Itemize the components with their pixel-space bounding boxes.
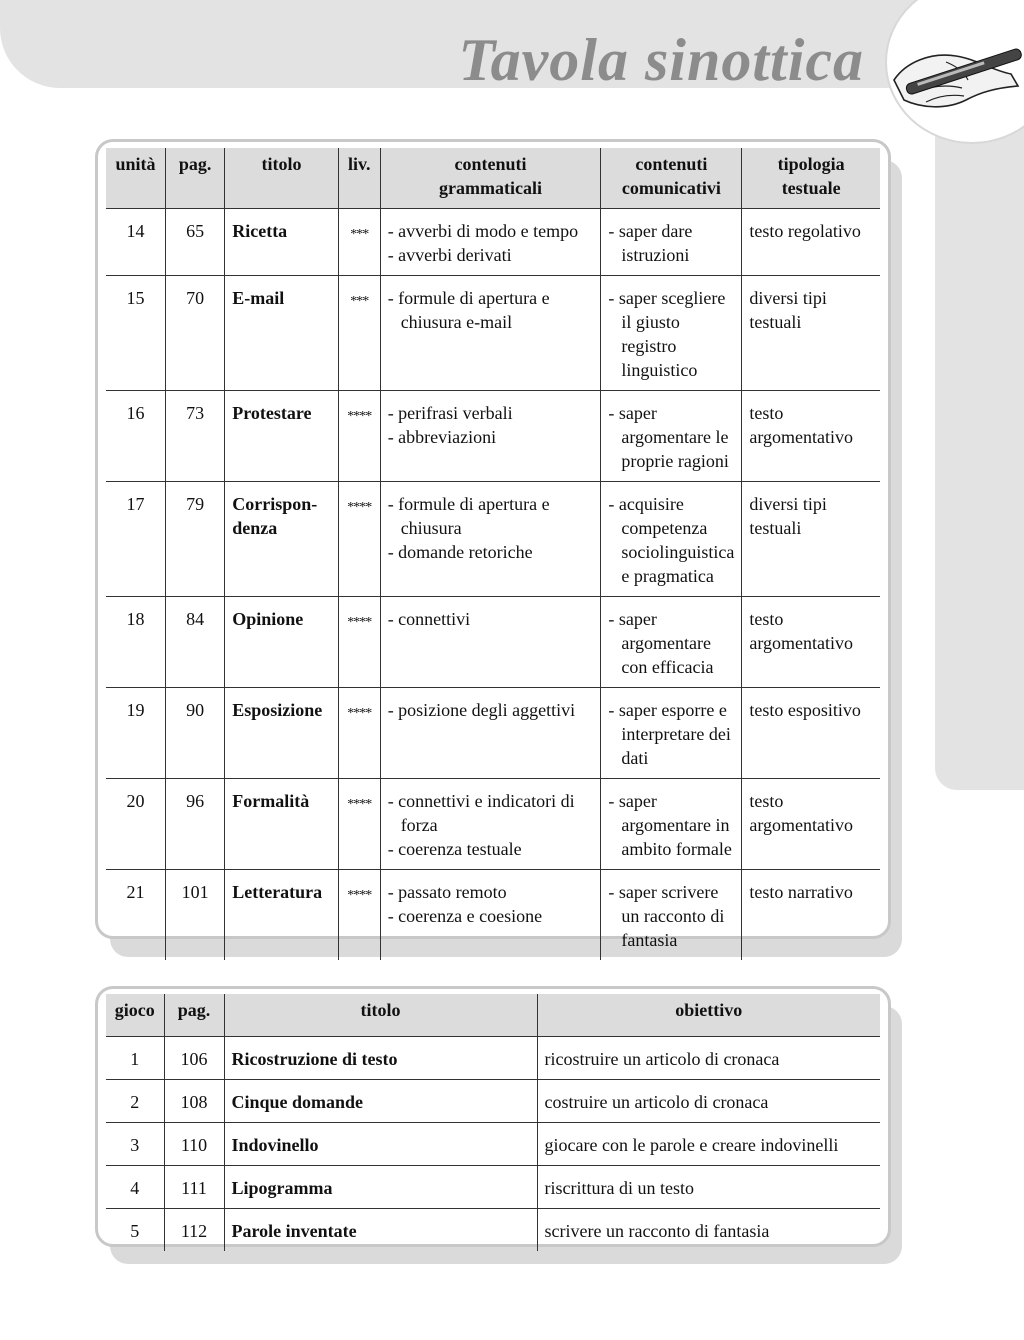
cell-communication — [601, 208, 742, 275]
cell-title — [225, 778, 339, 869]
cell-title: Cinque domande — [224, 1079, 537, 1122]
cell-grammar — [380, 208, 601, 275]
cell-game: 1 — [106, 1036, 164, 1079]
table-row — [106, 1165, 880, 1208]
cell-communication — [601, 778, 742, 869]
table-row — [106, 208, 880, 275]
cell-unit: 19 — [106, 687, 166, 778]
cell-page: 108 — [164, 1079, 224, 1122]
cell-title — [225, 869, 339, 960]
cell-title: Lipogramma — [224, 1165, 537, 1208]
grammar-item: - coerenza e coesione — [387, 905, 543, 926]
cell-page: 84 — [166, 596, 225, 687]
cell-title — [225, 275, 339, 390]
cell-title — [225, 687, 339, 778]
header-pag: pag. — [164, 994, 224, 1036]
level-stars: *** — [338, 275, 380, 390]
side-tab — [935, 118, 1024, 790]
page-title: Tavola sinottica — [458, 27, 864, 93]
communication-item: - saper scegliere il giusto registro linguistico — [608, 287, 726, 380]
cell-grammar — [380, 869, 601, 960]
cell-unit: 15 — [106, 275, 166, 390]
header-gioco: gioco — [106, 994, 164, 1036]
cell-grammar — [380, 778, 601, 869]
header-tipologia-testuale: tipologia testuale — [742, 148, 880, 208]
table-row — [106, 1036, 880, 1079]
grammar-item: - perifrasi verbali — [387, 402, 513, 423]
cell-communication — [601, 687, 742, 778]
cell-unit: 21 — [106, 869, 166, 960]
communication-item: - saper argomentare in ambito formale — [608, 790, 732, 859]
title-line: Opinione — [232, 608, 304, 629]
cell-page: 70 — [166, 275, 225, 390]
cell-game: 3 — [106, 1122, 164, 1165]
cell-unit: 20 — [106, 778, 166, 869]
communication-item: - saper esporre e interpretare dei dati — [608, 699, 731, 768]
header-contenuti-comunicativi: contenuti comunicativi — [601, 148, 742, 208]
cell-title — [225, 481, 339, 596]
level-stars: **** — [338, 869, 380, 960]
title-line: denza — [232, 517, 278, 538]
hand-writing-illustration — [886, 22, 1024, 117]
table-row — [106, 390, 880, 481]
table-row — [106, 275, 880, 390]
level-stars: **** — [338, 390, 380, 481]
header-titolo: titolo — [225, 148, 339, 208]
table-row — [106, 596, 880, 687]
table-row — [106, 481, 880, 596]
grammar-item: - abbreviazioni — [387, 426, 497, 447]
cell-grammar — [380, 390, 601, 481]
cell-goal: costruire un articolo di cronaca — [537, 1079, 880, 1122]
cell-page: 73 — [166, 390, 225, 481]
cell-game: 4 — [106, 1165, 164, 1208]
cell-text-type: testo espositivo — [742, 687, 880, 778]
title-line: Formalità — [232, 790, 310, 811]
grammar-item: - avverbi di modo e tempo — [387, 220, 579, 241]
grammar-item: - coerenza testuale — [387, 838, 522, 859]
grammar-item: - posizione degli aggettivi — [387, 699, 576, 720]
header-contenuti-grammaticali: contenuti grammaticali — [380, 148, 601, 208]
communication-item: - saper argomentare le proprie ragioni — [608, 402, 729, 471]
table-row — [106, 1079, 880, 1122]
cell-title: Parole inventate — [224, 1208, 537, 1251]
grammar-item: - connettivi e indicatori di forza — [387, 790, 575, 835]
cell-page: 90 — [166, 687, 225, 778]
cell-communication — [601, 275, 742, 390]
header-liv: liv. — [338, 148, 380, 208]
grammar-item: - passato remoto — [387, 881, 507, 902]
grammar-item: - avverbi derivati — [387, 244, 512, 265]
table-row — [106, 687, 880, 778]
cell-goal: giocare con le parole e creare indovinelli — [537, 1122, 880, 1165]
table-row — [106, 869, 880, 960]
grammar-item: - domande retoriche — [387, 541, 533, 562]
table-row — [106, 1122, 880, 1165]
cell-game: 2 — [106, 1079, 164, 1122]
cell-page: 96 — [166, 778, 225, 869]
title-line: Esposizione — [232, 699, 323, 720]
cell-text-type: testo narrativo — [742, 869, 880, 960]
cell-goal: ricostruire un articolo di cronaca — [537, 1036, 880, 1079]
cell-unit: 14 — [106, 208, 166, 275]
cell-text-type: diversi tipi testuali — [742, 275, 880, 390]
cell-grammar — [380, 275, 601, 390]
header-obiettivo: obiettivo — [537, 994, 880, 1036]
cell-text-type: testo argomentativo — [742, 778, 880, 869]
cell-text-type: testo argomentativo — [742, 596, 880, 687]
cell-page: 106 — [164, 1036, 224, 1079]
cell-title — [225, 596, 339, 687]
cell-communication — [601, 869, 742, 960]
communication-item: - saper dare istruzioni — [608, 220, 693, 265]
cell-game: 5 — [106, 1208, 164, 1251]
header-titolo: titolo — [224, 994, 537, 1036]
cell-page: 65 — [166, 208, 225, 275]
cell-grammar — [380, 596, 601, 687]
cell-goal: scrivere un racconto di fantasia — [537, 1208, 880, 1251]
cell-text-type: testo regolativo — [742, 208, 880, 275]
cell-title: Indovinello — [224, 1122, 537, 1165]
cell-goal: riscrittura di un testo — [537, 1165, 880, 1208]
cell-page: 112 — [164, 1208, 224, 1251]
table-row — [106, 778, 880, 869]
cell-title — [225, 390, 339, 481]
cell-title: Ricostruzione di testo — [224, 1036, 537, 1079]
title-line: Letteratura — [232, 881, 323, 902]
units-table — [106, 148, 880, 960]
title-line: Corrispon- — [232, 493, 318, 514]
title-line: E-mail — [232, 287, 285, 308]
header-unita: unità — [106, 148, 166, 208]
communication-item: - acquisire competenza sociolinguistica e pragmatica — [608, 493, 735, 586]
cell-communication — [601, 481, 742, 596]
grammar-item: - formule di apertura e chiusura e-mail — [387, 287, 550, 332]
grammar-item: - connettivi — [387, 608, 471, 629]
title-line: Protestare — [232, 402, 312, 423]
level-stars: **** — [338, 481, 380, 596]
grammar-item: - formule di apertura e chiusura — [387, 493, 550, 538]
table-row — [106, 1208, 880, 1251]
level-stars: **** — [338, 687, 380, 778]
title-line: Ricetta — [232, 220, 288, 241]
cell-grammar — [380, 481, 601, 596]
cell-unit: 16 — [106, 390, 166, 481]
cell-grammar — [380, 687, 601, 778]
cell-text-type: testo argomentativo — [742, 390, 880, 481]
cell-title — [225, 208, 339, 275]
cell-communication — [601, 596, 742, 687]
cell-page: 79 — [166, 481, 225, 596]
header-pag: pag. — [166, 148, 225, 208]
cell-page: 111 — [164, 1165, 224, 1208]
cell-communication — [601, 390, 742, 481]
cell-unit: 17 — [106, 481, 166, 596]
cell-page: 110 — [164, 1122, 224, 1165]
level-stars: *** — [338, 208, 380, 275]
cell-page: 101 — [166, 869, 225, 960]
games-table — [106, 994, 880, 1251]
communication-item: - saper scrivere un racconto di fantasia — [608, 881, 725, 950]
communication-item: - saper argomentare con efficacia — [608, 608, 714, 677]
level-stars: **** — [338, 596, 380, 687]
cell-text-type: diversi tipi testuali — [742, 481, 880, 596]
cell-unit: 18 — [106, 596, 166, 687]
level-stars: **** — [338, 778, 380, 869]
